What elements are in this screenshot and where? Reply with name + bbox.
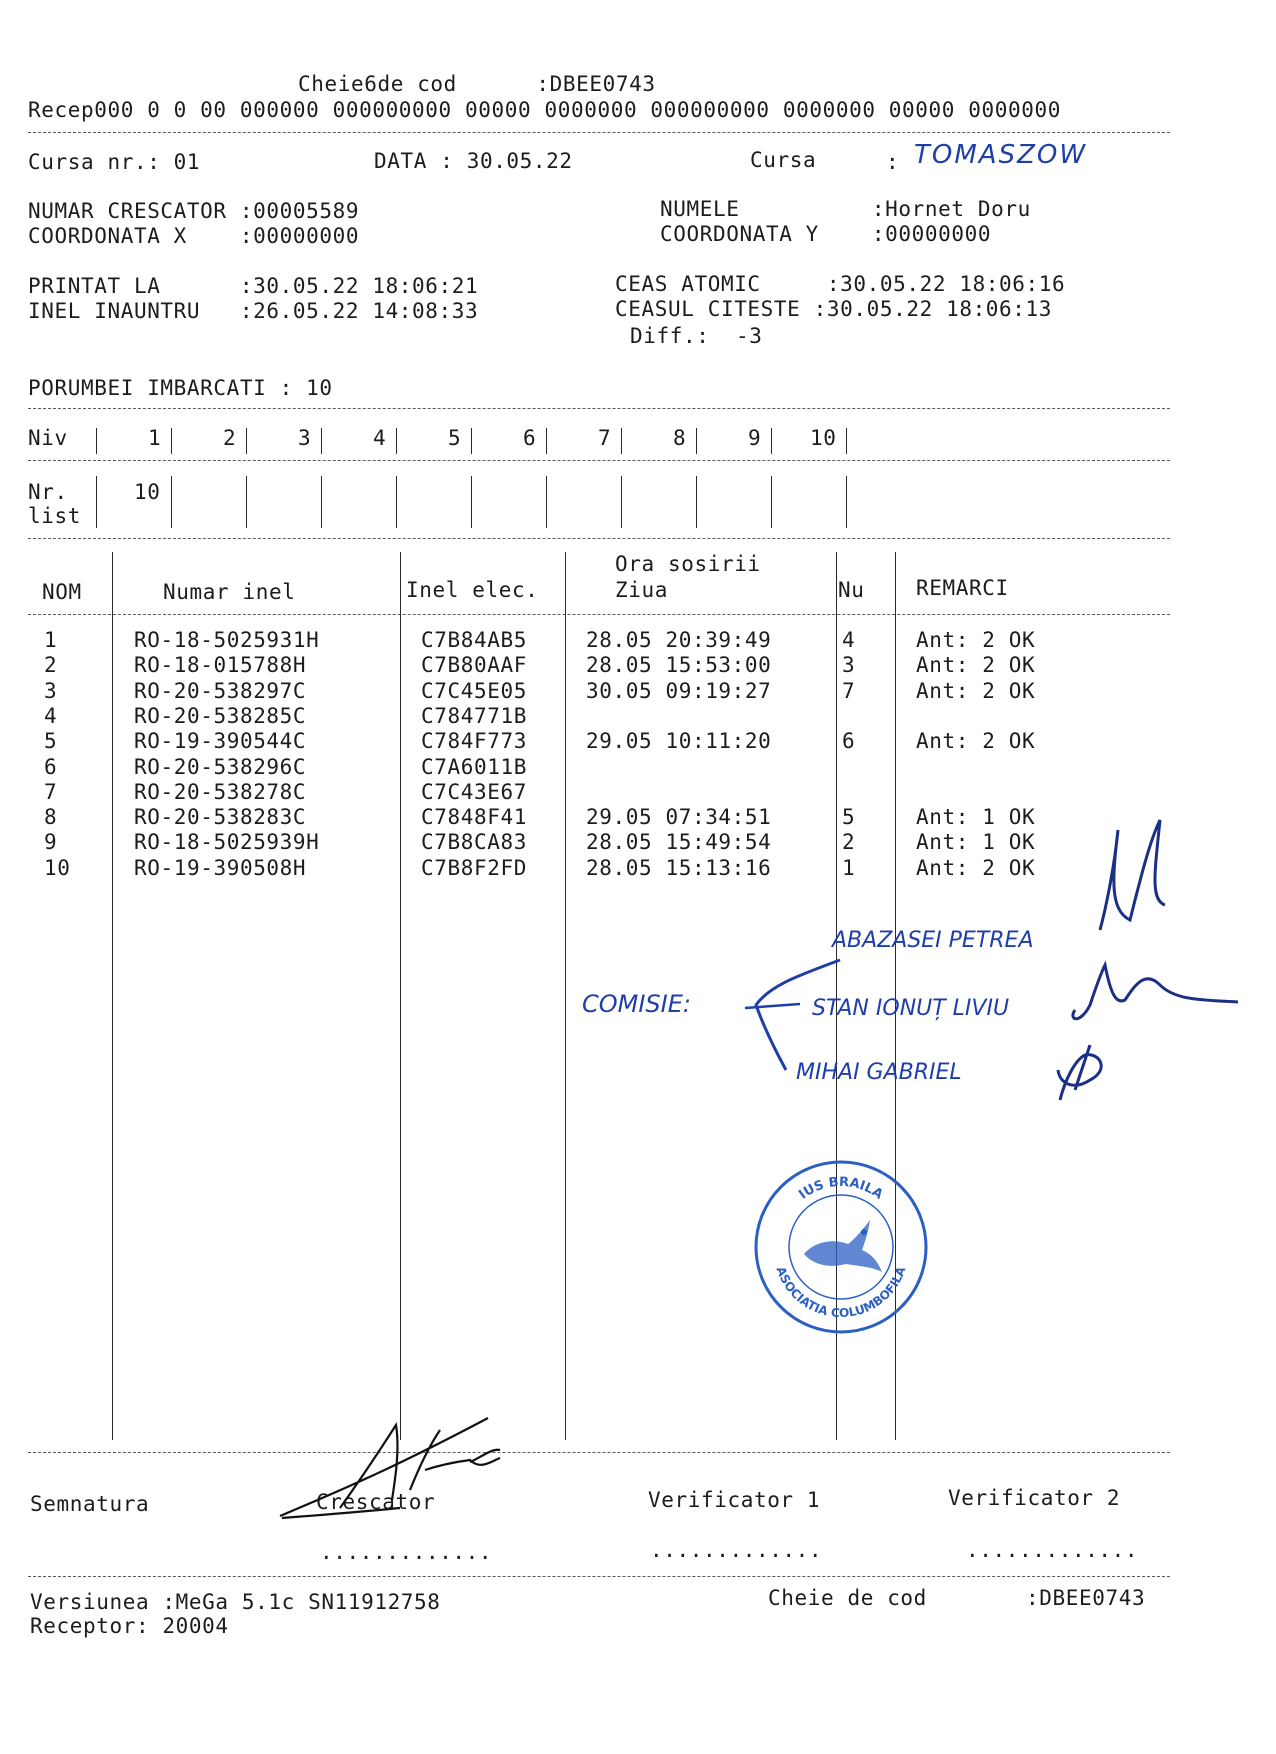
niv-value: 10 (810, 426, 837, 450)
niv-value: 2 (223, 426, 237, 450)
signature-line-verificator-1: ............. (650, 1538, 823, 1562)
niv-value: 1 (148, 426, 162, 450)
row-ora-sosirii: 28.05 15:49:54 (586, 830, 772, 855)
row-remarci: Ant: 2 OK (916, 855, 1036, 880)
header-numar-inel: Numar inel (163, 580, 296, 604)
signature-line-verificator-2: ............. (966, 1538, 1139, 1562)
breeder-name: NUMELE :Hornet Doru (660, 197, 1031, 221)
printat-la: PRINTAT LA :30.05.22 18:06:21 (28, 274, 479, 298)
footer-cheie-value: :DBEE0743 (1026, 1586, 1146, 1610)
header-ziua: Ziua (615, 578, 668, 602)
row-numar-inel: RO-19-390508H (134, 855, 307, 880)
verificator-2-label: Verificator 2 (948, 1486, 1121, 1510)
row-nu: 3 (842, 653, 856, 678)
commission-member: MIHAI GABRIEL (796, 1060, 962, 1085)
divider (28, 1576, 1170, 1577)
niv-label: Niv (28, 426, 68, 450)
header-remarci: REMARCI (916, 576, 1009, 600)
header-nom: NOM (42, 580, 82, 604)
row-nom: 10 (44, 855, 71, 880)
row-nom: 9 (44, 830, 58, 855)
signature-line-crescator: ............. (320, 1540, 493, 1564)
cursa-nr: Cursa nr.: 01 (28, 150, 201, 174)
footer-cheie-label: Cheie de cod (768, 1586, 927, 1610)
row-ora-sosirii: 28.05 15:13:16 (586, 855, 772, 880)
row-nu: 7 (842, 678, 856, 703)
row-numar-inel: RO-18-5025939H (134, 830, 320, 855)
niv-value: 7 (598, 426, 612, 450)
cursa-colon: : (886, 150, 900, 174)
coordonata-x: COORDONATA X :00000000 (28, 224, 360, 248)
row-nu: 6 (842, 729, 856, 754)
row-remarci: Ant: 2 OK (916, 729, 1036, 754)
row-numar-inel: RO-20-538283C (134, 805, 307, 830)
ceas-atomic: CEAS ATOMIC :30.05.22 18:06:16 (615, 272, 1066, 296)
svg-text:IUS BRAILA: IUS BRAILA (796, 1174, 886, 1203)
nr-list-value: 10 (134, 480, 161, 504)
row-nu: 2 (842, 830, 856, 855)
niv-value: 6 (523, 426, 537, 450)
receptor-code-line: Recep000 0 0 00 000000 000000000 00000 0000000 000000000 0000000 00000 0000000 (28, 98, 1061, 122)
row-numar-inel: RO-20-538278C (134, 779, 307, 804)
row-remarci: Ant: 2 OK (916, 678, 1036, 703)
row-numar-inel: RO-18-5025931H (134, 628, 320, 652)
row-ora-sosirii: 28.05 15:53:00 (586, 653, 772, 678)
row-remarci: Ant: 1 OK (916, 830, 1036, 855)
svg-text:ASOCIATIA COLUMBOFILA: ASOCIATIA COLUMBOFILA (773, 1264, 909, 1321)
row-ora-sosirii: 29.05 07:34:51 (586, 805, 772, 830)
row-remarci: Ant: 2 OK (916, 628, 1036, 652)
row-inel-elec: C7A6011B (421, 754, 527, 779)
niv-value: 4 (373, 426, 387, 450)
software-version: Versiunea :MeGa 5.1c SN11912758 (30, 1590, 441, 1614)
row-numar-inel: RO-20-538296C (134, 754, 307, 779)
row-nom: 5 (44, 729, 58, 754)
list-label: list (28, 504, 81, 528)
niv-value: 8 (673, 426, 687, 450)
row-numar-inel: RO-19-390544C (134, 729, 307, 754)
nr-label: Nr. (28, 480, 68, 504)
row-remarci: Ant: 2 OK (916, 653, 1036, 678)
receptor-id: Receptor: 20004 (30, 1614, 229, 1638)
row-inel-elec: C7C45E05 (421, 678, 527, 703)
comisie-label: COMISIE: (582, 990, 691, 1018)
row-inel-elec: C7B84AB5 (421, 628, 527, 652)
ceasul-citeste: CEASUL CITESTE :30.05.22 18:06:13 (615, 297, 1053, 321)
row-inel-elec: C7B8CA83 (421, 830, 527, 855)
row-inel-elec: C7B8F2FD (421, 855, 527, 880)
row-numar-inel: RO-18-015788H (134, 653, 307, 678)
row-ora-sosirii: 30.05 09:19:27 (586, 678, 772, 703)
row-nu: 5 (842, 805, 856, 830)
row-nom: 1 (44, 628, 58, 652)
row-inel-elec: C7C43E67 (421, 779, 527, 804)
niv-value: 5 (448, 426, 462, 450)
niv-value: 3 (298, 426, 312, 450)
row-nom: 8 (44, 805, 58, 830)
row-ora-sosirii: 29.05 10:11:20 (586, 729, 772, 754)
cursa-label: Cursa (750, 148, 817, 172)
header-ora-sosirii: Ora sosirii (615, 552, 761, 576)
semnatura-label: Semnatura (30, 1492, 150, 1516)
row-nom: 4 (44, 703, 58, 728)
row-nom: 6 (44, 754, 58, 779)
numar-crescator: NUMAR CRESCATOR :00005589 (28, 199, 360, 223)
row-ora-sosirii: 28.05 20:39:49 (586, 628, 772, 652)
inel-inauntru: INEL INAUNTRU :26.05.22 14:08:33 (28, 299, 479, 323)
crescator-label: Crescator (316, 1490, 436, 1514)
row-nom: 7 (44, 779, 58, 804)
commission-member: ABAZASEI PETREA (832, 928, 1034, 953)
porumbei-imbarcati: PORUMBEI IMBARCATI : 10 (28, 376, 333, 400)
race-date: DATA : 30.05.22 (374, 149, 573, 173)
row-remarci: Ant: 1 OK (916, 805, 1036, 830)
row-inel-elec: C7848F41 (421, 805, 527, 830)
row-inel-elec: C784F773 (421, 729, 527, 754)
niv-value: 9 (748, 426, 762, 450)
cursa-location-handwritten: TOMASZOW (914, 140, 1088, 170)
row-nu: 4 (842, 628, 856, 652)
commission-member: STAN IONUȚ LIVIU (812, 996, 1010, 1021)
clock-diff: Diff.: -3 (630, 324, 763, 348)
cheie-de-cod-header: Cheie6de cod :DBEE0743 (298, 72, 656, 96)
row-nom: 3 (44, 678, 58, 703)
verificator-1-label: Verificator 1 (648, 1488, 821, 1512)
row-inel-elec: C7B80AAF (421, 653, 527, 678)
row-nu: 1 (842, 855, 856, 880)
coordonata-y: COORDONATA Y :00000000 (660, 222, 992, 246)
row-numar-inel: RO-20-538285C (134, 703, 307, 728)
row-inel-elec: C784771B (421, 703, 527, 728)
row-nom: 2 (44, 653, 58, 678)
row-numar-inel: RO-20-538297C (134, 678, 307, 703)
header-inel-elec: Inel elec. (406, 578, 539, 602)
header-nu: Nu (838, 578, 865, 602)
